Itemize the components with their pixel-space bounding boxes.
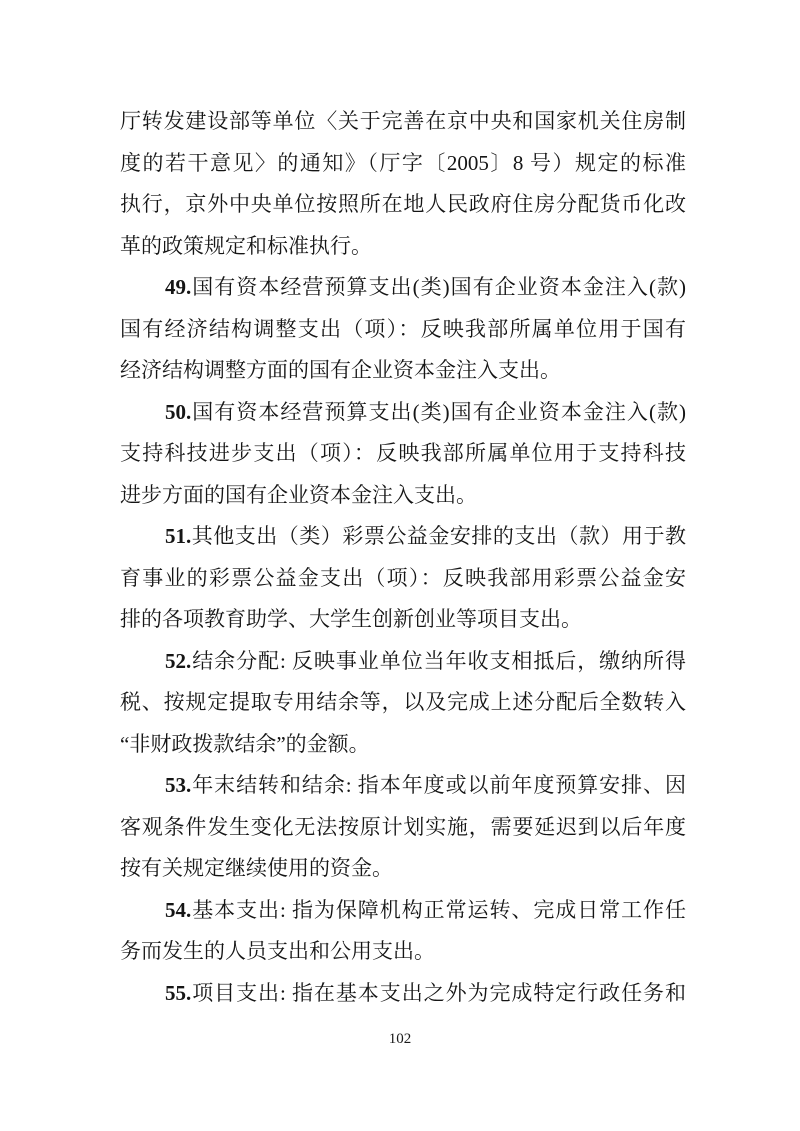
item-51-number: 51. [165, 524, 192, 548]
item-54-number: 54. [165, 897, 192, 922]
item-51-first-line [120, 516, 686, 558]
text-line: 务而发生的人员支出和公用支出。 [120, 939, 435, 963]
item-55-number: 55. [165, 980, 192, 1005]
line-text: 基本支出: 指为保障机构正常运转、完成日常工作任 [191, 897, 686, 922]
text-line: 革的政策规定和标准执行。 [120, 233, 372, 258]
text-line: 经济结构调整方面的国有企业资本金注入支出。 [120, 358, 561, 382]
item-52-first-line [120, 641, 686, 683]
line-text: 项目支出: 指在基本支出之外为完成特定行政任务和 [191, 980, 686, 1005]
text-line: 国有经济结构调整支出（项）：反映我部所属单位用于国有 [120, 316, 686, 341]
text-line: 厅转发建设部等单位〈关于完善在京中央和国家机关住房制 [120, 109, 686, 133]
text-line: “非财政拨款结余”的金额。 [120, 731, 370, 756]
text-line: 税、按规定提取专用结余等，以及完成上述分配后全数转入 [120, 690, 686, 714]
item-49-first-line [120, 267, 686, 309]
line-text: 国有资本经营预算支出(类)国有企业资本金注入(款) [191, 275, 686, 299]
item-54-first-line [120, 890, 686, 932]
line-text: 年末结转和结余: 指本年度或以前年度预算安排、因 [191, 773, 686, 797]
item-52-number: 52. [165, 648, 192, 673]
text-line: 客观条件发生变化无法按原计划实施，需要延迟到以后年度 [120, 814, 686, 839]
item-53-number: 53. [165, 773, 192, 797]
text-line: 进步方面的国有企业资本金注入支出。 [120, 482, 477, 507]
text-line: 育事业的彩票公益金支出（项）：反映我部用彩票公益金安 [120, 565, 686, 590]
line-text: 国有资本经营预算支出(类)国有企业资本金注入(款) [191, 399, 686, 424]
text-line: 度的若干意见〉的通知》（厅字〔2005〕8 号）规定的标准 [120, 150, 686, 175]
text-line: 执行，京外中央单位按照所在地人民政府住房分配货币化改 [120, 192, 686, 216]
item-50-number: 50. [165, 399, 192, 424]
line-text: 其他支出（类）彩票公益金安排的支出（款）用于教 [191, 524, 686, 548]
item-53-first-line [120, 765, 686, 807]
body-text-block [120, 101, 686, 1014]
text-line: 按有关规定继续使用的资金。 [120, 856, 393, 880]
item-55-first-line [120, 973, 686, 1015]
page-number-label: 102 [388, 1031, 412, 1047]
item-49-number: 49. [165, 275, 192, 299]
item-50-first-line [120, 392, 686, 434]
line-text: 结余分配: 反映事业单位当年收支相抵后，缴纳所得 [191, 648, 686, 673]
text-line: 排的各项教育助学、大学生创新创业等项目支出。 [120, 607, 582, 631]
text-line: 支持科技进步支出（项）：反映我部所属单位用于支持科技 [120, 441, 686, 465]
